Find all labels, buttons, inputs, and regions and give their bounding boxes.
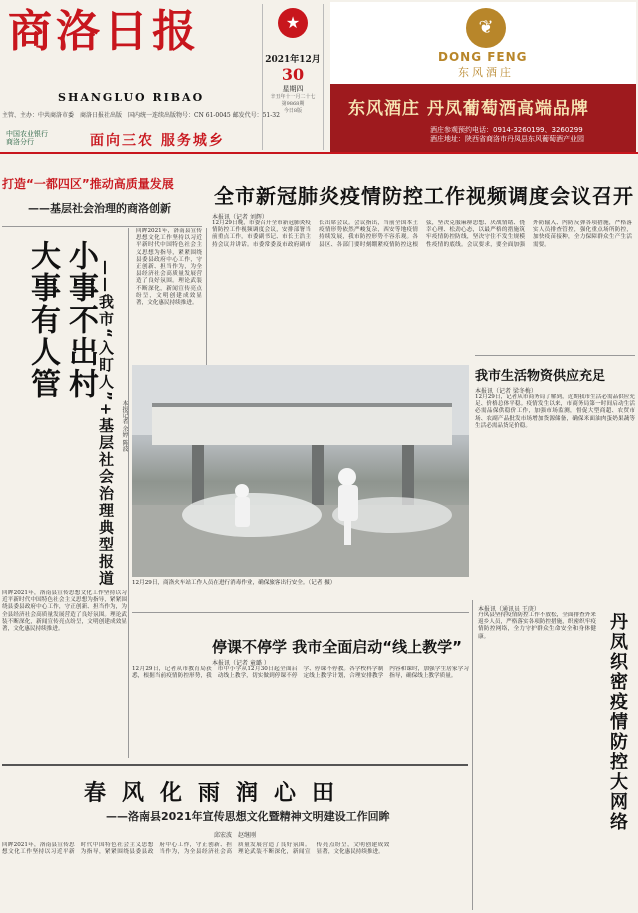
left-story-body-lower: 回眸2021年，洛南县宣传思想文化工作坚持以习近平新时代中国特色社会主义思想为指导，紧紧围绕县委县政府中心工作，守正创新、担当作为，为全县经济社会高质量发展营造了良好氛围。理论武装不断深化，新闻宣传亮点纷呈，文明创建成效显著，文化惠民持续推进。 (2, 590, 127, 633)
mid-headline: 停课不停学 我市全面启动“线上教学” (212, 638, 462, 656)
bottom-headline: 春风化雨润心田 (84, 781, 351, 806)
date-year-month: 2021年12月 (265, 55, 321, 65)
date-day: 30 (281, 65, 305, 84)
column-divider (472, 600, 473, 910)
emblem-icon: ★ (278, 8, 308, 38)
vertical-headline: 丹凤织密疫情防控大网络 (607, 612, 628, 832)
section-kicker: 打造“一都四区”推动高质量发展 (2, 177, 174, 191)
ad-address: 酒庄地址：陕西省商洛市丹凤县东风葡萄酒产业园 (430, 135, 584, 143)
photo-caption: 12月29日，商洛火车站工作人员在进行消毒作业，确保旅客出行安全。（记者 摄） (132, 580, 336, 586)
bottom-byline: 邱宏波 赵继刚 (214, 832, 257, 839)
bank-slogan: 面向三农 服务城乡 (90, 133, 225, 149)
issue-number: 第9868期 (281, 101, 305, 107)
ad-brand-en: DONG FENG (438, 50, 528, 64)
kicker-divider (2, 226, 202, 227)
header-divider (0, 152, 638, 154)
section-kicker-subtitle: ——基层社会治理的商洛创新 (28, 202, 171, 215)
vertical-story-body: 丹凤县坚持疫情防控工作不放松，全面排查外来返乡人员，严格落实各项防控措施，织密织牢疫情防控网络，全力守护群众生命安全和身体健康。 (478, 612, 596, 640)
newspaper-pinyin: SHANGLUO RIBAO (58, 91, 205, 104)
ad-slogan: 东风酒庄 丹凤葡萄酒高端品牌 (348, 99, 589, 119)
left-byline: 本报记者 余婷 陈波 (121, 400, 128, 452)
ad-phone: 酒庄参观预约电话：0914-3260199、3260299 (430, 126, 583, 134)
right-divider (475, 355, 635, 356)
main-byline: 本报讯（记者 刘辉） (212, 214, 268, 221)
bank-logo (6, 130, 48, 146)
left-headline-1: 小事不出村 (63, 240, 98, 400)
left-story-body: 回眸2021年，洛南县宣传思想文化工作坚持以习近平新时代中国特色社会主义思想为指导，紧紧围绕县委县政府中心工作，守正创新、担当作为，为全县经济社会高质量发展营造了良好氛围。理论武装不断深化，新闻宣传亮点纷呈，文明创建成效显著，文化惠民持续推进。 (136, 228, 202, 307)
bottom-subtitle: ——洛南县2021年宣传思想文化暨精神文明建设工作回眸 (106, 810, 390, 823)
date-weekday: 星期四 (282, 85, 304, 93)
date-lunar: 辛丑年十一月二十七 (270, 94, 316, 100)
station-photo-illustration (132, 365, 469, 577)
winery-advertisement (330, 2, 636, 152)
bank-logo-sub: 商洛分行 (6, 138, 34, 146)
main-story-body: 12月29日晚，市委召开全市新冠肺炎疫情防控工作视频调度会议，安排部署当前重点工作，市委副书记、市长王浩主持会议并讲话。市委常委及市政府副市长出席会议。会议指出，当前全国本土疫情形势依然严峻复杂，西安等地疫情持续发展，我市防控形势不容乐观。各县区、各部门要时刻绷紧疫情防控这根弦，坚决克服麻痹思想、厌战情绪、侥幸心理、松劲心态，以最严格的措施筑牢疫情防控防线，坚决守住不发生规模性疫情的底线。会议要求，要全面加强外防输入、内防反弹各项措施，严格落实人员排查管控，强化重点场所防控，加快疫苗接种，全力保障群众生产生活需要。 (212, 220, 632, 248)
bottom-divider (2, 764, 468, 766)
newspaper-title: 商洛日报 (8, 6, 200, 57)
left-deck: ——我市“入盯人”+基层社会治理典型报道 (97, 260, 115, 588)
main-headline: 全市新冠肺炎疫情防控工作视频调度会议召开 (214, 184, 634, 208)
page-count: 今日8版 (283, 108, 303, 114)
bank-logo-text: 中国农业银行 (6, 130, 48, 138)
mid-byline: 本报讯（记者 童璐 ） (212, 660, 270, 667)
column-divider (206, 228, 207, 368)
mid-story-body: 12月29日，记者从市教育局获悉，根据当前疫情防控形势，我市中小学从12月30日起全面启动线上教学，切实做到停课不停学、停课不停教。各学校科学制定线上教学计划，合理安排教学内容和课时，加强学生居家学习指导，确保线上教学质量。 (132, 666, 469, 680)
right-byline: 本报讯（记者 梁冬梅） (475, 388, 537, 395)
ad-brand-cn: 东风酒庄 (458, 66, 514, 79)
ad-contact (430, 126, 584, 144)
bottom-story-body: 回眸2021年，洛南县宣传思想文化工作坚持以习近平新时代中国特色社会主义思想为指导，紧紧围绕县委县政府中心工作，守正创新、担当作为，为全县经济社会高质量发展营造了良好氛围。理论武装不断深化，新闻宣传亮点纷呈，文明创建成效显著，文化惠民持续推进。 (2, 842, 390, 856)
date-box (262, 4, 324, 150)
column-divider (128, 228, 129, 758)
right-story-body: 12月29日，记者从市商务局了解到，近期我市生活必需品供应充足、价格总体平稳。疫情发生以来，市商务局第一时间启动生活必需品保供稳价工作，加强市场监测，督促大型商超、农贸市场、农副产品批发市场增加货源储备，确保米面油肉蛋奶果蔬等生活必需品货足价稳。 (475, 394, 635, 429)
vertical-byline: 本报讯（通讯员 王庚） (478, 606, 540, 613)
publication-info: 主管、主办：中共商洛市委 商洛日报社出版 国内统一连续出版物号：CN 61-0045 邮发代号：51-32 (2, 112, 280, 119)
winery-logo-icon: ❦ (466, 8, 506, 48)
right-headline: 我市生活物资供应充足 (475, 369, 606, 384)
news-photo (132, 365, 469, 577)
mid-divider (132, 612, 469, 613)
left-headline-2: 大事有人管 (25, 240, 60, 400)
